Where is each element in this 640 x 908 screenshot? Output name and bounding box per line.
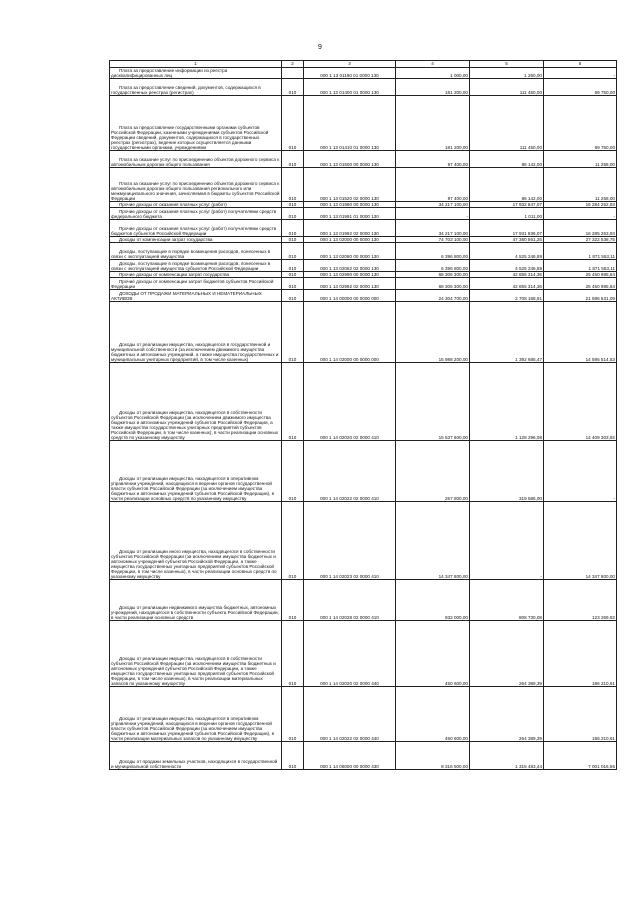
row-unexecuted-amount: 69 750,00 [544, 96, 617, 151]
row-unexecuted-amount: 25 450 985,64 [544, 272, 617, 278]
row-name: Доходы от реализации иного имущества, находящегося в собственности субъектов Российской Федерации (за исключением имущества бюджетных и автономных учреждений субъектов Российской Федерации, а также имущества государственных унитарных предприятий субъектов Российской Федерации, в том числе казенных), в части реализации основных средств по указанному имуществу [110, 502, 282, 580]
row-executed-amount: 1 315 483,44 [470, 742, 544, 770]
row-line-code: 010 [282, 441, 304, 502]
row-name: Прочие доходы от оказания платных услуг (работ) получателями средств бюджетов субъектов Российской Федерации [110, 220, 282, 237]
row-unexecuted-amount: 11 258,00 [544, 168, 617, 202]
table-row [110, 502, 617, 580]
row-line-code: 010 [282, 290, 304, 302]
row-executed-amount: 808 730,08 [470, 580, 544, 621]
row-unexecuted-amount: 11 258,00 [544, 151, 617, 168]
row-executed-amount: 264 389,39 [470, 687, 544, 742]
table-row [110, 79, 617, 96]
row-name: Плата за предоставление информации из реестра дисквалифицированных лиц [110, 68, 282, 79]
table-row [110, 243, 617, 260]
row-approved-amount: 932 000,00 [396, 580, 470, 621]
row-approved-amount: 8 316 500,00 [396, 742, 470, 770]
row-budget-code: 000 1 13 01500 00 0000 130 [304, 151, 396, 168]
row-name: Доходы от реализации имущества, находящегося в государственной и муниципальной собственности (за исключением движимого имущества бюджетных и автономных учреждений, а также имущества государственных и муниципальных унитарных предприятий, в том числе казенных) [110, 302, 282, 363]
row-approved-amount: 68 306 300,00 [396, 278, 470, 290]
header-row [110, 61, 617, 68]
row-name: Доходы от реализации имущества, находящегося в оперативном управлении учреждений, находящихся в ведении органов государственной власти субъектов Российской Федерации (за исключением имущества бюджетных и автономных учреждений субъектов Российской Федерации), в части реализации основных средств по указанному имуществу [110, 441, 282, 502]
row-unexecuted-amount: 16 285 263,93 [544, 220, 617, 237]
row-unexecuted-amount: 14 595 514,53 [544, 302, 617, 363]
table-row [110, 290, 617, 302]
row-executed-amount: 2 708 168,91 [470, 290, 544, 302]
row-unexecuted-amount: - [544, 208, 617, 220]
row-executed-amount: 264 389,39 [470, 621, 544, 687]
row-unexecuted-amount: 14 409 303,92 [544, 363, 617, 441]
row-line-code: 010 [282, 96, 304, 151]
column-header: 6 [544, 61, 617, 68]
row-executed-amount: - [470, 502, 544, 580]
row-budget-code: 000 1 14 02020 02 0000 410 [304, 363, 396, 441]
row-line-code [282, 68, 304, 79]
row-unexecuted-amount: 1 871 553,11 [544, 260, 617, 272]
row-name: Прочие доходы от оказания платных услуг (работ) [110, 202, 282, 208]
row-executed-amount: 42 855 314,36 [470, 272, 544, 278]
row-line-code: 010 [282, 272, 304, 278]
column-header: 5 [470, 61, 544, 68]
row-approved-amount: 257 800,00 [396, 441, 470, 502]
row-budget-code: 000 1 13 01992 02 0000 130 [304, 220, 396, 237]
row-executed-amount: 4 525 246,89 [470, 260, 544, 272]
row-name: Доходы от продажи земельных участков, находящихся в государственной и муниципальной собственности [110, 742, 282, 770]
table-row [110, 220, 617, 237]
column-header: 3 [304, 61, 396, 68]
row-budget-code: 000 1 14 02022 02 0000 440 [304, 687, 396, 742]
row-unexecuted-amount: 25 450 985,64 [544, 278, 617, 290]
row-executed-amount: 17 932 847,07 [470, 202, 544, 208]
row-approved-amount: 15 537 600,00 [396, 363, 470, 441]
table-row [110, 621, 617, 687]
row-budget-code: 000 1 14 02028 02 0000 410 [304, 580, 396, 621]
row-unexecuted-amount: 16 284 252,93 [544, 202, 617, 208]
row-line-code: 010 [282, 237, 304, 243]
row-budget-code: 000 1 13 01400 01 0000 130 [304, 79, 396, 96]
row-approved-amount: 450 600,00 [396, 621, 470, 687]
row-approved-amount: 15 988 200,00 [396, 302, 470, 363]
row-budget-code: 000 1 13 01410 01 0000 130 [304, 96, 396, 151]
row-executed-amount: 319 586,00 [470, 441, 544, 502]
table-row [110, 272, 617, 278]
row-approved-amount: 181 200,00 [396, 96, 470, 151]
row-line-code: 010 [282, 151, 304, 168]
row-executed-amount: 1 392 685,47 [470, 302, 544, 363]
row-unexecuted-amount: 123 269,92 [544, 580, 617, 621]
row-approved-amount: 34 217 100,00 [396, 202, 470, 208]
row-unexecuted-amount: 14 347 800,00 [544, 502, 617, 580]
table-row [110, 302, 617, 363]
row-name: Доходы, поступающие в порядке возмещения расходов, понесенных в связи с эксплуатацией имущества [110, 243, 282, 260]
row-budget-code: 000 1 13 02992 02 0000 130 [304, 278, 396, 290]
column-header: 1 [110, 61, 282, 68]
row-line-code: 010 [282, 79, 304, 96]
row-name: Плата за предоставление государственными органами субъектов Российской Федерации, казенными учреждениями субъектов Российской Федерации сведений, документов, содержащихся в государственных реестрах (регистрах), ведение которых осуществляется данными государственными органами, учреждениями [110, 96, 282, 151]
row-line-code: 010 [282, 580, 304, 621]
row-executed-amount: 17 931 836,07 [470, 220, 544, 237]
row-name: Доходы от реализации имущества, находящегося в собственности субъектов Российской Федерации (за исключением движимого имущества бюджетных и автономных учреждений субъектов Российской Федерации, а также имущества государственных унитарных предприятий субъектов Российской Федерации, в том числе казенных), в части реализации основных средств по указанному имуществу [110, 363, 282, 441]
row-budget-code: 000 1 14 06000 00 0000 430 [304, 742, 396, 770]
revenue-table [109, 60, 617, 770]
table-row [110, 260, 617, 272]
row-approved-amount: 97 400,00 [396, 151, 470, 168]
row-name: Доходы от компенсации затрат государства [110, 237, 282, 243]
row-budget-code: 000 1 14 00000 00 0000 000 [304, 290, 396, 302]
row-approved-amount: 68 306 300,00 [396, 272, 470, 278]
table-row [110, 168, 617, 202]
table-row [110, 580, 617, 621]
table-row [110, 742, 617, 770]
row-approved-amount: 6 396 800,00 [396, 260, 470, 272]
row-budget-code: 000 1 13 02000 00 0000 130 [304, 237, 396, 243]
row-line-code: 010 [282, 208, 304, 220]
row-line-code: 010 [282, 220, 304, 237]
row-approved-amount: 450 600,00 [396, 687, 470, 742]
row-name: Доходы от реализации имущества, находящегося в собственности субъектов Российской Федерации (за исключением имущества бюджетных и автономных учреждений субъектов Российской Федерации, а также имущества государственных унитарных предприятий субъектов Российской Федерации, в том числе казенных), в части реализации материальных запасов по указанному имуществу [110, 621, 282, 687]
row-executed-amount: 47 380 561,25 [470, 237, 544, 243]
row-unexecuted-amount: - [544, 68, 617, 79]
row-unexecuted-amount: 7 001 016,56 [544, 742, 617, 770]
row-budget-code: 000 1 13 02062 02 0000 130 [304, 260, 396, 272]
row-name: Доходы от реализации недвижимого имущества бюджетных, автономных учреждений, находящегося в собственности субъекта Российской Федерации, в части реализации основных средств [110, 580, 282, 621]
table-row [110, 687, 617, 742]
table-row [110, 237, 617, 243]
row-name: Доходы от реализации имущества, находящегося в оперативном управлении учреждений, находящихся в ведении органов государственной власти субъектов Российской Федерации (за исключением имущества бюджетных и автономных учреждений субъектов Российской Федерации), в части реализации материальных запасов по указанному имуществу [110, 687, 282, 742]
table-row [110, 278, 617, 290]
row-budget-code: 000 1 14 02000 00 0000 000 [304, 302, 396, 363]
row-budget-code: 000 1 13 02990 00 0000 130 [304, 272, 396, 278]
row-approved-amount: 24 304 700,00 [396, 290, 470, 302]
column-header: 2 [282, 61, 304, 68]
row-unexecuted-amount: - [544, 441, 617, 502]
row-line-code: 010 [282, 243, 304, 260]
row-budget-code: 000 1 13 01520 02 0000 130 [304, 168, 396, 202]
row-line-code: 010 [282, 168, 304, 202]
row-name: Плата за предоставление сведений, документов, содержащихся в государственных реестрах (регистрах) [110, 79, 282, 96]
row-budget-code: 000 1 13 01190 01 0000 130 [304, 68, 396, 79]
row-budget-code: 000 1 13 02060 00 0000 130 [304, 243, 396, 260]
row-name: Доходы, поступающие в порядке возмещения расходов, понесенных в связи с эксплуатацией имущества субъектов Российской Федерации [110, 260, 282, 272]
table-row [110, 151, 617, 168]
row-name: ДОХОДЫ ОТ ПРОДАЖИ МАТЕРИАЛЬНЫХ И НЕМАТЕРИАЛЬНЫХ АКТИВОВ [110, 290, 282, 302]
table-row [110, 96, 617, 151]
row-budget-code: 000 1 14 02020 02 0000 440 [304, 621, 396, 687]
row-approved-amount: 181 200,00 [396, 79, 470, 96]
row-approved-amount: 6 396 800,00 [396, 243, 470, 260]
row-line-code: 010 [282, 742, 304, 770]
row-line-code: 010 [282, 363, 304, 441]
row-approved-amount: - [396, 208, 470, 220]
row-approved-amount: 74 703 100,00 [396, 237, 470, 243]
row-name: Прочие доходы от оказания платных услуг (работ) получателями средств федерального бюджета [110, 208, 282, 220]
row-budget-code: 000 1 13 01990 00 0000 130 [304, 202, 396, 208]
row-unexecuted-amount: 27 322 538,75 [544, 237, 617, 243]
row-name: Плата за оказание услуг по присоединению объектов дорожного сервиса к автомобильным дорогам общего пользования регионального или межмуниципального значения, зачисляемая в бюджеты субъектов Российской Федерации [110, 168, 282, 202]
row-executed-amount: 42 855 314,36 [470, 278, 544, 290]
row-name: Плата за оказание услуг по присоединению объектов дорожного сервиса к автомобильным дорогам общего пользования [110, 151, 282, 168]
row-line-code: 010 [282, 687, 304, 742]
row-line-code: 010 [282, 621, 304, 687]
row-executed-amount: 1 128 296,08 [470, 363, 544, 441]
row-executed-amount: 111 450,00 [470, 79, 544, 96]
row-unexecuted-amount: 186 210,61 [544, 621, 617, 687]
row-executed-amount: 86 142,00 [470, 168, 544, 202]
row-name: Прочие доходы от компенсации затрат государства [110, 272, 282, 278]
row-unexecuted-amount: 21 596 531,09 [544, 290, 617, 302]
table-row [110, 441, 617, 502]
row-executed-amount: 4 525 246,89 [470, 243, 544, 260]
row-approved-amount: 1 000,00 [396, 68, 470, 79]
table-row [110, 68, 617, 79]
page-number: 9 [318, 44, 322, 51]
row-budget-code: 000 1 14 02023 02 0000 410 [304, 502, 396, 580]
row-line-code: 010 [282, 202, 304, 208]
table-row [110, 363, 617, 441]
row-executed-amount: 86 142,00 [470, 151, 544, 168]
column-header: 4 [396, 61, 470, 68]
row-line-code: 010 [282, 302, 304, 363]
row-unexecuted-amount: 186 210,61 [544, 687, 617, 742]
row-budget-code: 000 1 13 01991 01 0000 130 [304, 208, 396, 220]
row-line-code: 010 [282, 502, 304, 580]
row-budget-code: 000 1 14 02022 02 0000 410 [304, 441, 396, 502]
row-unexecuted-amount: 69 750,00 [544, 79, 617, 96]
table-row [110, 202, 617, 208]
row-name: Прочие доходы от компенсации затрат бюджетов субъектов Российской Федерации [110, 278, 282, 290]
row-approved-amount: 34 217 100,00 [396, 220, 470, 237]
row-executed-amount: 1 250,00 [470, 68, 544, 79]
row-approved-amount: 14 347 800,00 [396, 502, 470, 580]
row-executed-amount: 111 450,00 [470, 96, 544, 151]
row-line-code: 010 [282, 278, 304, 290]
row-executed-amount: 1 011,00 [470, 208, 544, 220]
row-line-code: 010 [282, 260, 304, 272]
row-approved-amount: 97 400,00 [396, 168, 470, 202]
row-unexecuted-amount: 1 871 553,11 [544, 243, 617, 260]
table-row [110, 208, 617, 220]
